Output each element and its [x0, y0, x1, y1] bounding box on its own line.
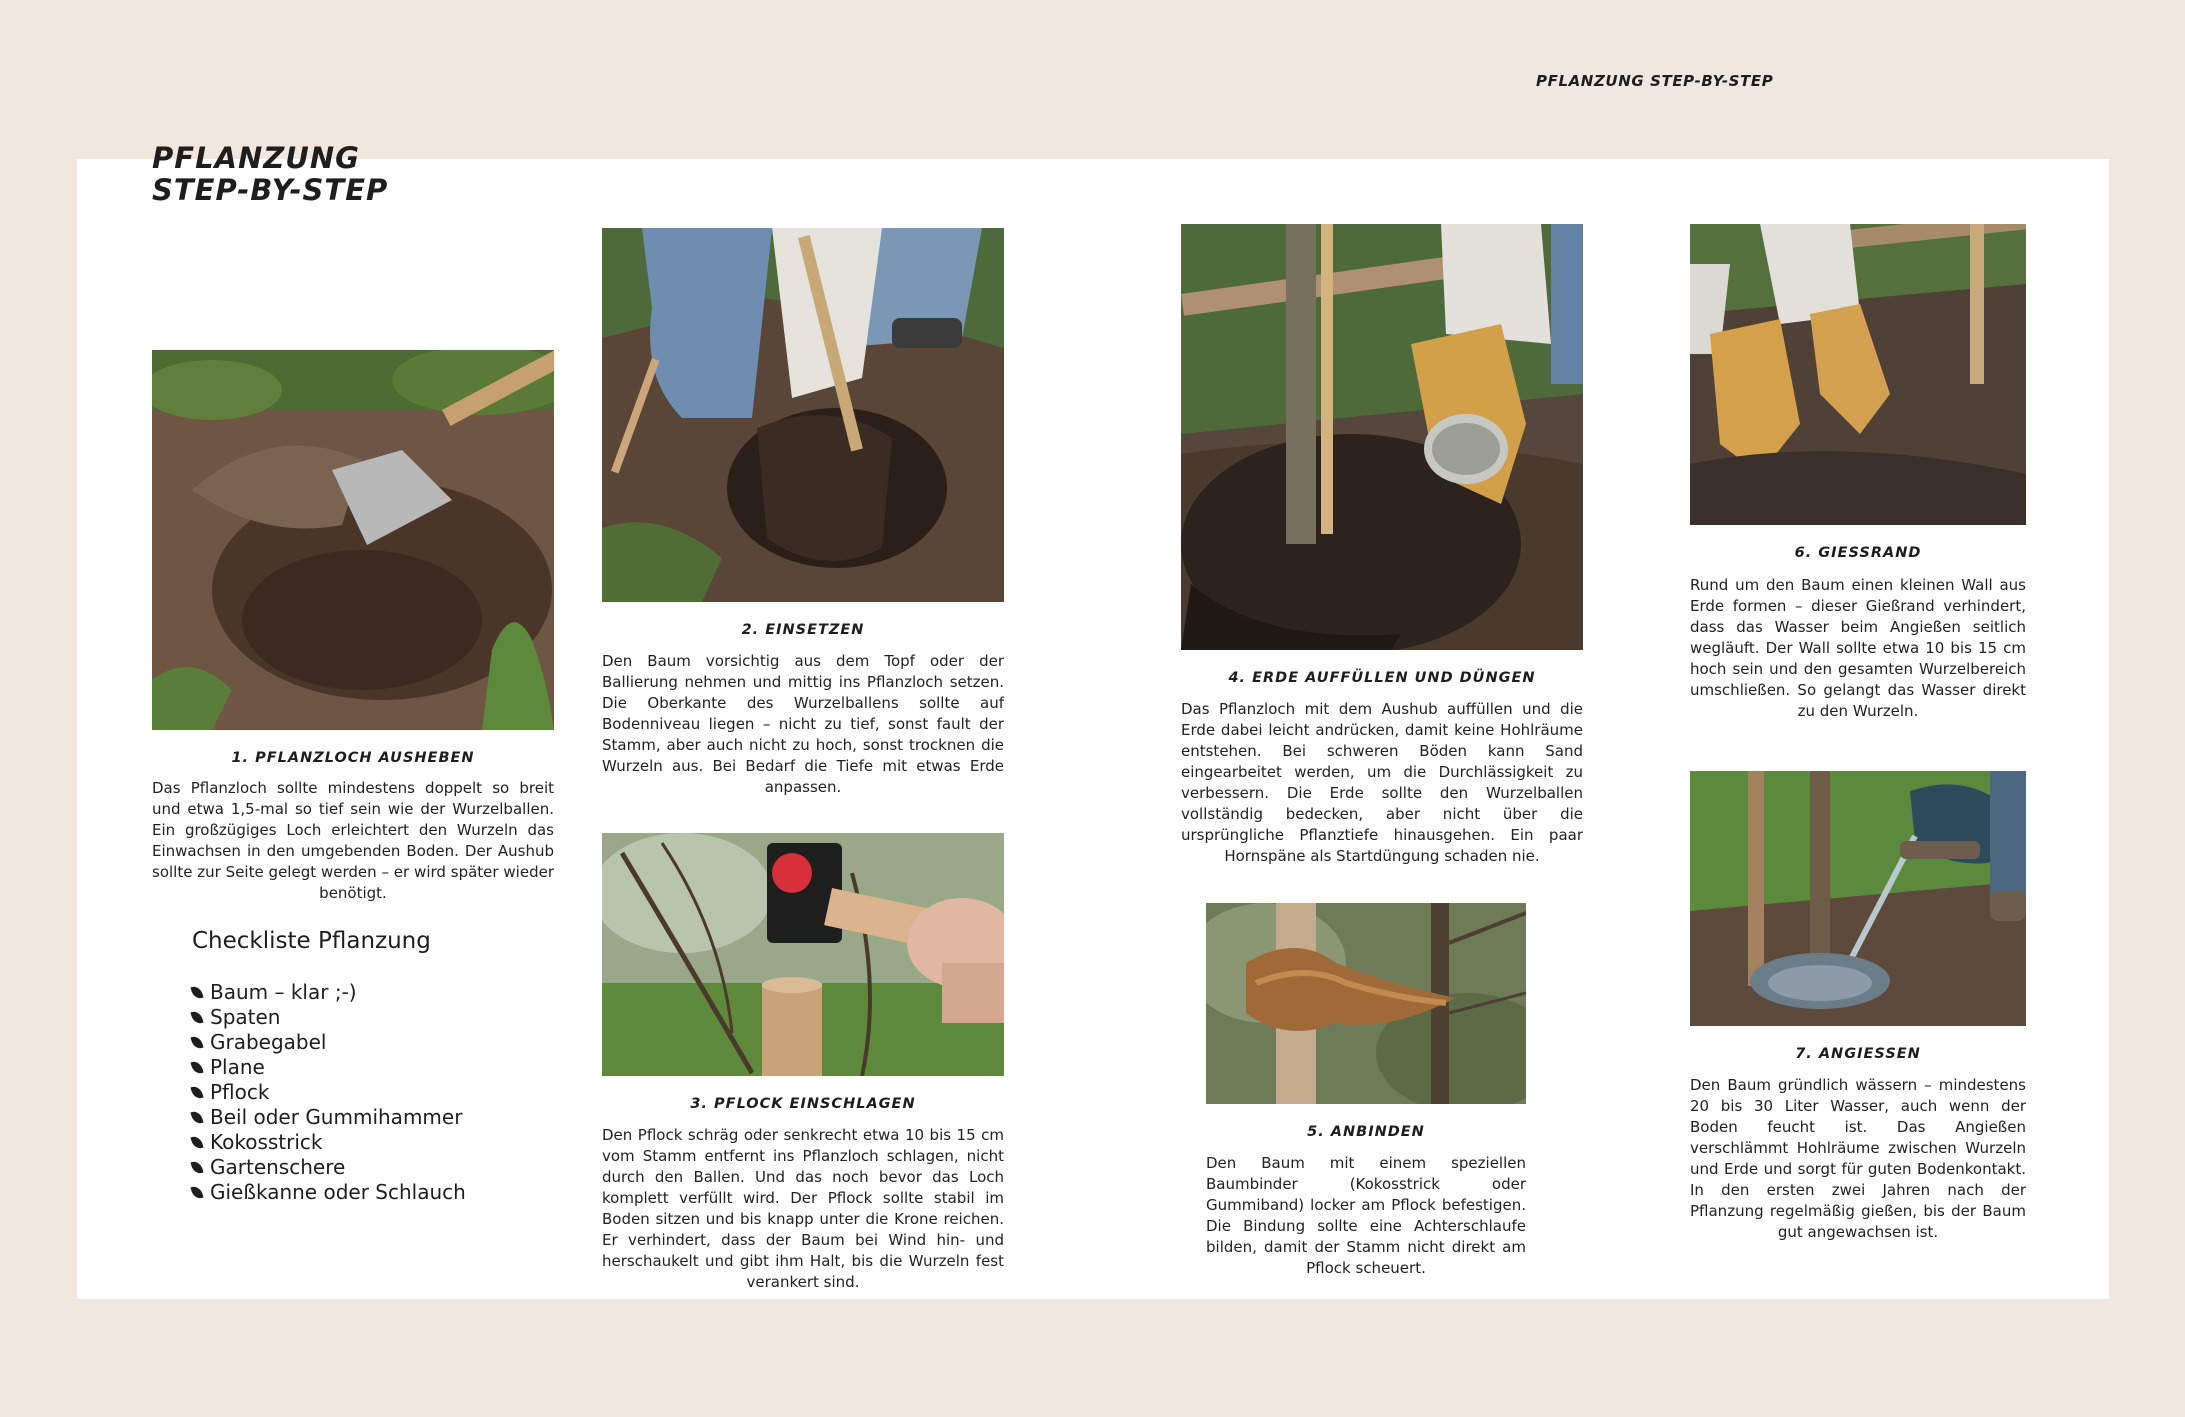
checklist-item — [192, 1080, 466, 1105]
checklist-item — [192, 1055, 466, 1080]
caption-step-3: 3. PFLOCK EINSCHLAGEN — [690, 1096, 916, 1112]
checklist-item-label: Kokosstrick — [210, 1130, 323, 1154]
caption-step-6: 6. GIESSRAND — [1794, 545, 1922, 561]
leaf-bullet-icon — [190, 1060, 203, 1075]
text-step-7: Den Baum gründlich wässern – mindestens 20 bis 30 Liter Wasser, auch wenn der Boden feucht ist. Das Angießen verschlämmt Hohlräume zwischen Wurzeln und Erde und sorgt für guten Bodenkontakt. In den ersten zwei Jahren nach der Pflanzung regelmäßig gießen, bis der Baum gut angewachsen ist. — [1690, 1076, 2026, 1241]
checklist-item-label: Baum – klar ;-) — [210, 980, 357, 1004]
checklist — [192, 980, 466, 1205]
checklist-title: Checkliste Pflanzung — [192, 928, 431, 954]
page-title — [152, 142, 388, 206]
leaf-bullet-icon — [190, 1035, 203, 1050]
photo-step-6 — [1690, 224, 2026, 525]
caption-step-1: 1. PFLANZLOCH AUSHEBEN — [231, 750, 475, 766]
leaf-bullet-icon — [190, 1010, 203, 1025]
checklist-item-label: Spaten — [210, 1005, 281, 1029]
leaf-bullet-icon — [190, 1185, 203, 1200]
checklist-item-label: Grabegabel — [210, 1030, 327, 1054]
text-step-5: Den Baum mit einem speziellen Baumbinder (Kokosstrick oder Gummiband) locker am Pflock befestigen. Die Bindung sollte eine Achterschlaufe bilden, damit der Stamm nicht direkt am Pflock scheuert. — [1206, 1154, 1526, 1277]
text-step-3: Den Pflock schräg oder senkrecht etwa 10 bis 15 cm vom Stamm entfernt ins Pflanzloch schlagen, nicht durch den Ballen. Und das noch bevor das Loch komplett verfüllt wird. Der Pflock sollte stabil im Boden sitzen und bis knapp unter die Krone reichen. Er verhindert, dass der Baum bei Wind hin- und herschaukelt und gibt ihm Halt, bis die Wurzeln fest verankert sind. — [602, 1126, 1004, 1291]
page-title-line-1: PFLANZUNG — [152, 141, 360, 175]
caption-step-5: 5. ANBINDEN — [1307, 1124, 1425, 1140]
checklist-item — [192, 1105, 466, 1130]
page-title-line-2: STEP-BY-STEP — [152, 173, 389, 207]
running-head: PFLANZUNG STEP-BY-STEP — [1536, 72, 1774, 90]
checklist-item-label: Gießkanne oder Schlauch — [210, 1180, 466, 1204]
checklist-item-label: Plane — [210, 1055, 265, 1079]
leaf-bullet-icon — [190, 1135, 203, 1150]
text-step-2: Den Baum vorsichtig aus dem Topf oder der Ballierung nehmen und mittig ins Pflanzloch setzen. Die Oberkante des Wurzelballens sollte auf Bodenniveau liegen – nicht zu tief, sonst fault der Stamm, aber auch nicht zu hoch, sonst trocknen die Wurzeln aus. Bei Bedarf die Tiefe mit etwas Erde anpassen. — [602, 652, 1004, 796]
checklist-item — [192, 1005, 466, 1030]
photo-step-3 — [602, 833, 1004, 1076]
caption-step-7: 7. ANGIESSEN — [1795, 1046, 1921, 1062]
photo-step-2 — [602, 228, 1004, 602]
photo-step-7 — [1690, 771, 2026, 1026]
caption-step-2: 2. EINSETZEN — [741, 622, 865, 638]
text-step-1: Das Pflanzloch sollte mindestens doppelt so breit und etwa 1,5-mal so tief sein wie der Wurzelballen. Ein großzügiges Loch erleichtert den Wurzeln das Einwachsen in den umgebenden Boden. Der Aushub sollte zur Seite gelegt werden – er wird später wieder benötigt. — [152, 779, 554, 902]
text-step-4: Das Pflanzloch mit dem Aushub auffüllen und die Erde dabei leicht andrücken, damit keine Hohlräume entstehen. Bei schweren Böden kann Sand eingearbeitet werden, um die Durchlässigkeit zu verbessern. Die Erde sollte den Wurzelballen vollständig bedecken, aber nicht über die ursprüngliche Pflanztiefe hinausgehen. Ein paar Hornspäne als Startdüngung schaden nie. — [1181, 700, 1583, 865]
leaf-bullet-icon — [190, 1085, 203, 1100]
checklist-item — [192, 1180, 466, 1205]
leaf-bullet-icon — [190, 1110, 203, 1125]
text-step-6: Rund um den Baum einen kleinen Wall aus Erde formen – dieser Gießrand verhindert, dass das Wasser beim Angießen seitlich wegläuft. Der Wall sollte etwa 10 bis 15 cm hoch sein und den gesamten Wurzelbereich umschließen. So gelangt das Wasser direkt zu den Wurzeln. — [1690, 576, 2026, 720]
checklist-item-label: Pflock — [210, 1080, 270, 1104]
leaf-bullet-icon — [190, 985, 203, 1000]
checklist-item — [192, 1030, 466, 1055]
checklist-item-label: Beil oder Gummihammer — [210, 1105, 463, 1129]
photo-step-1 — [152, 350, 554, 730]
caption-step-4: 4. ERDE AUFFÜLLEN UND DÜNGEN — [1228, 670, 1536, 686]
checklist-item — [192, 1155, 466, 1180]
leaf-bullet-icon — [190, 1160, 203, 1175]
photo-step-5 — [1206, 903, 1526, 1104]
photo-step-4 — [1181, 224, 1583, 650]
checklist-item-label: Gartenschere — [210, 1155, 346, 1179]
checklist-item — [192, 1130, 466, 1155]
checklist-item — [192, 980, 466, 1005]
